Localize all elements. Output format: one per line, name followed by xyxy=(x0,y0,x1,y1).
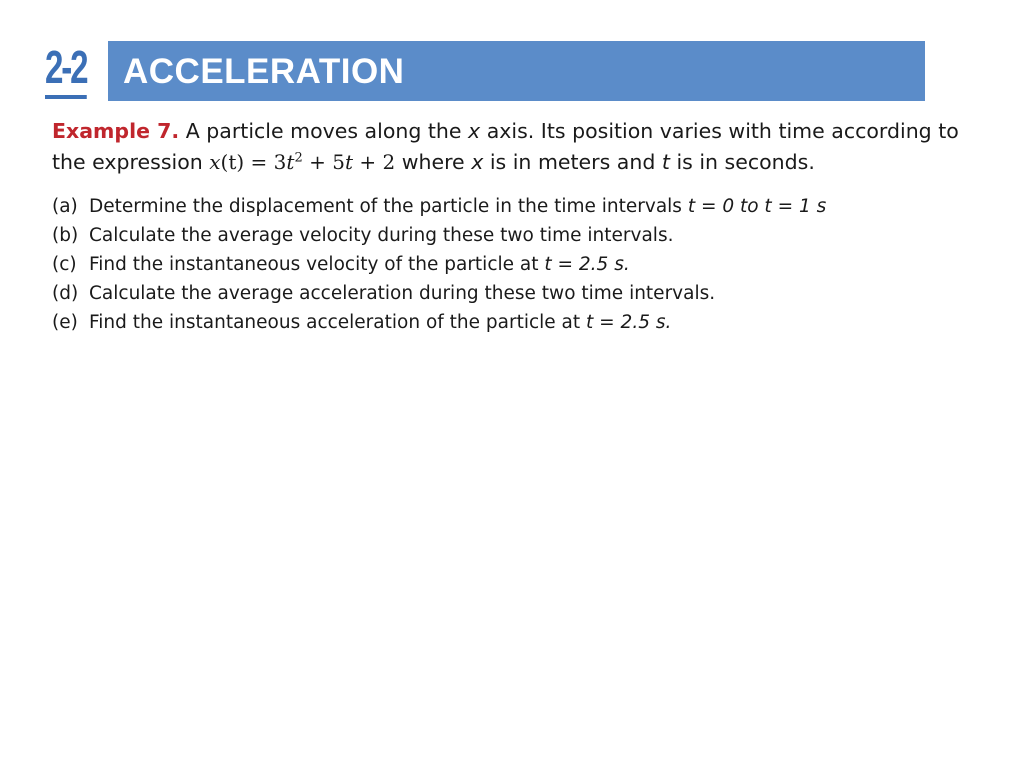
eq-x: x xyxy=(209,150,221,174)
example-text-3: the expression xyxy=(52,150,210,174)
eq-t2: t xyxy=(344,150,353,174)
example-line-2 xyxy=(52,147,972,178)
example-label: Example 7. xyxy=(52,119,180,143)
part-mark: (a) xyxy=(52,196,78,217)
eq-equals: = 3 xyxy=(244,150,287,174)
part-mark: (c) xyxy=(52,254,77,275)
question-parts xyxy=(52,192,826,337)
part-e xyxy=(52,308,826,337)
part-mark: (d) xyxy=(52,283,79,304)
example-text-1: A particle moves along the xyxy=(179,119,469,143)
var-t: t xyxy=(661,150,670,174)
position-equation xyxy=(209,150,395,174)
example-line-1 xyxy=(52,116,972,147)
part-text: Find the instantaneous velocity of the particle at xyxy=(89,254,545,275)
part-a xyxy=(52,192,826,221)
eq-arg: (t) xyxy=(220,150,245,174)
part-mark: (b) xyxy=(52,225,79,246)
part-text: Calculate the average acceleration during these two time intervals. xyxy=(89,283,716,304)
example-text-4: where xyxy=(395,150,472,174)
eq-plus1: + 5 xyxy=(302,150,345,174)
var-x2: x xyxy=(471,150,484,174)
part-italic: t = 2.5 s. xyxy=(544,254,630,275)
example-text-5: is in meters and xyxy=(483,150,662,174)
example-text-2: axis. Its position varies with time according to xyxy=(480,119,959,143)
part-mark: (e) xyxy=(52,312,78,333)
example-statement xyxy=(52,116,972,178)
part-italic: t = 0 to t = 1 s xyxy=(687,196,827,217)
section-header xyxy=(45,41,925,101)
eq-t1: t xyxy=(286,150,295,174)
page-title: ACCELERATION xyxy=(123,52,405,91)
part-text: Find the instantaneous acceleration of the particle at xyxy=(89,312,587,333)
part-c xyxy=(52,250,826,279)
example-text-6: is in seconds. xyxy=(669,150,815,174)
part-b xyxy=(52,221,826,250)
part-text: Determine the displacement of the particle in the time intervals xyxy=(89,196,688,217)
section-number: 2-2 xyxy=(45,41,87,99)
eq-exponent: 2 xyxy=(294,150,303,166)
part-text: Calculate the average velocity during these two time intervals. xyxy=(89,225,674,246)
part-italic: t = 2.5 s. xyxy=(586,312,672,333)
part-d xyxy=(52,279,826,308)
var-x: x xyxy=(468,119,481,143)
eq-plus2: + 2 xyxy=(352,150,396,174)
